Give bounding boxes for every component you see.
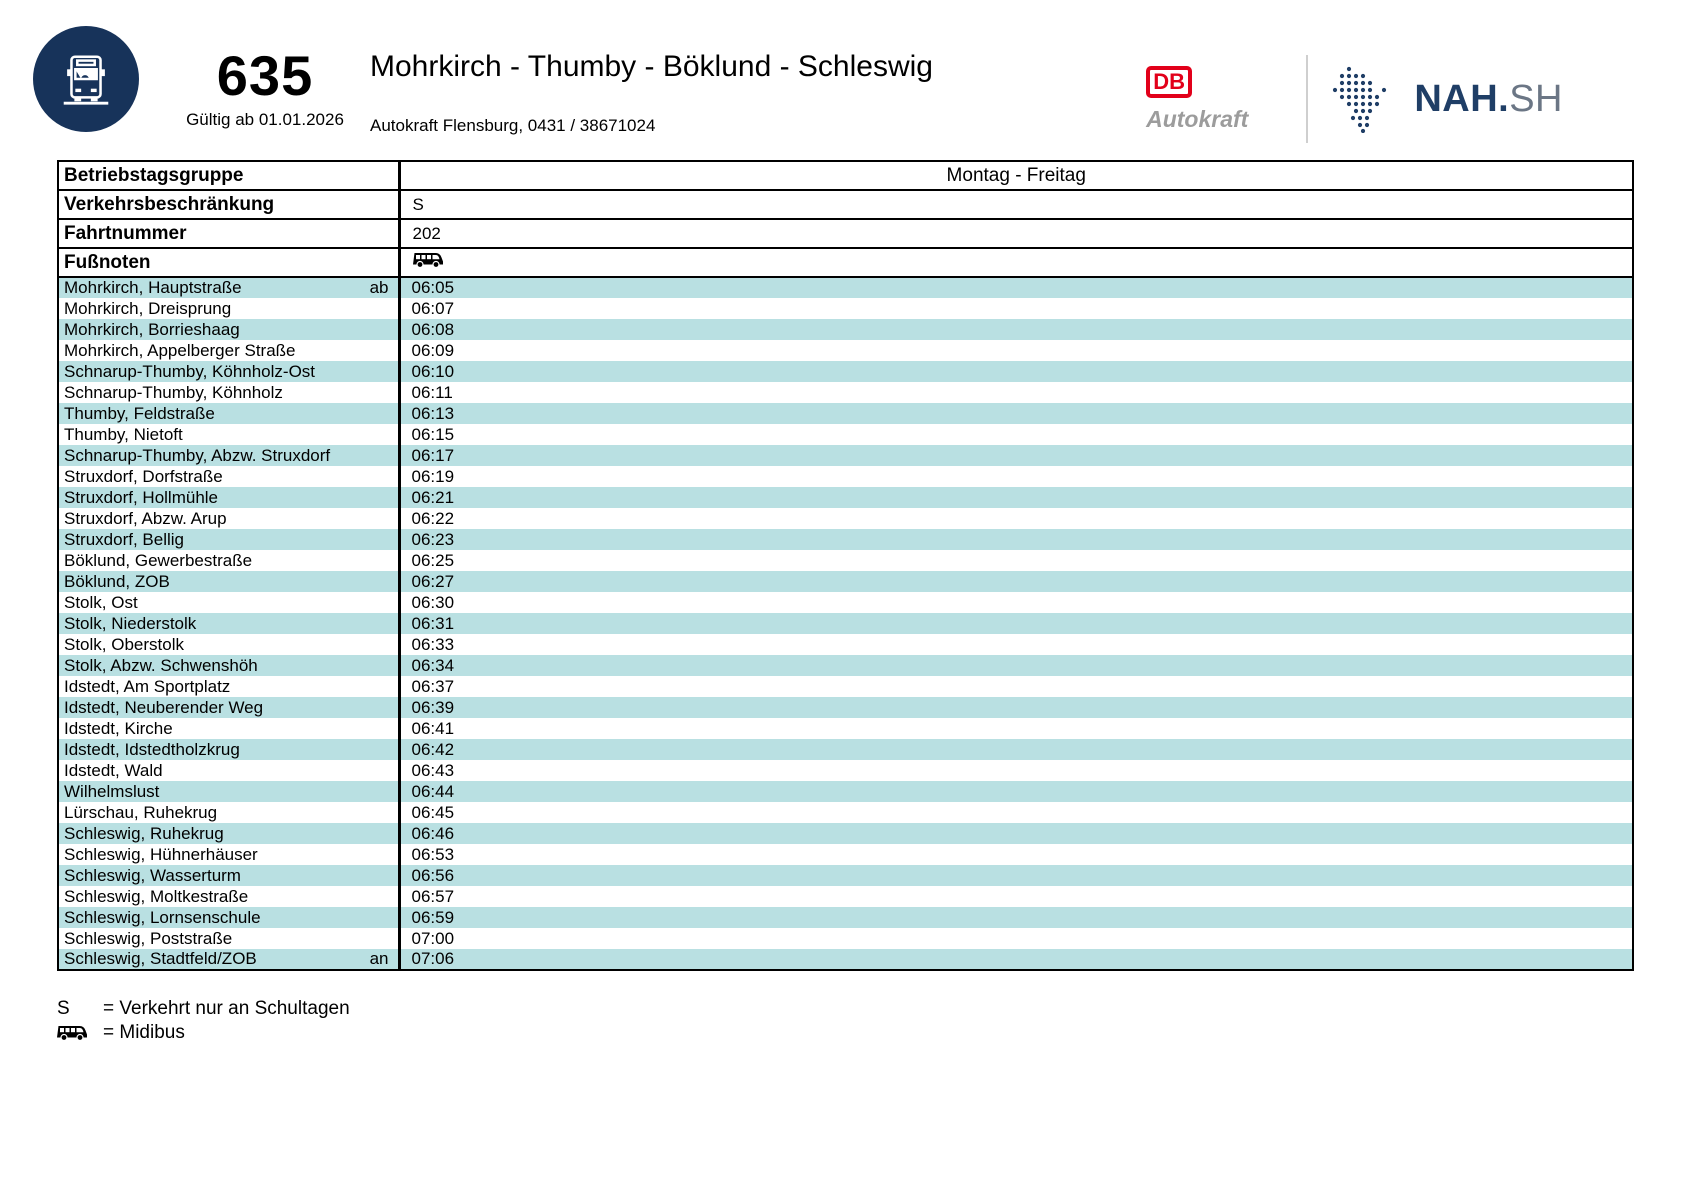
- stop-cell: [58, 382, 399, 403]
- stop-time: 07:00: [411, 928, 455, 948]
- stop-cell: [58, 424, 399, 445]
- stop-cell: [58, 928, 399, 949]
- stop-name: Idstedt, Am Sportplatz: [64, 676, 231, 696]
- legend-row: [57, 997, 1683, 1021]
- stop-row: [58, 403, 1633, 424]
- meta-value: S: [399, 190, 1633, 219]
- db-autokraft-logo: [1146, 66, 1248, 133]
- stop-cell: [58, 823, 399, 844]
- stop-name: Stolk, Abzw. Schwenshöh: [64, 655, 258, 675]
- stop-name: Schleswig, Ruhekrug: [64, 823, 224, 843]
- stop-row: [58, 340, 1633, 361]
- stop-time: 06:09: [411, 340, 455, 360]
- stop-row: [58, 298, 1633, 319]
- stop-name: Mohrkirch, Borrieshaag: [64, 319, 240, 339]
- stop-cell: [58, 298, 399, 319]
- stop-cell: [58, 634, 399, 655]
- meta-row: [58, 190, 1633, 219]
- stop-cell: [58, 760, 399, 781]
- stop-row: [58, 823, 1633, 844]
- stop-cell: [58, 655, 399, 676]
- stop-time: 06:31: [411, 613, 455, 633]
- midibus-icon: [413, 252, 444, 268]
- stop-time: 06:53: [411, 844, 455, 864]
- stop-name: Stolk, Ost: [64, 592, 138, 612]
- stop-row: [58, 592, 1633, 613]
- stop-cell: [58, 466, 399, 487]
- stop-name: Schleswig, Lornsenschule: [64, 907, 261, 927]
- stop-row: [58, 844, 1633, 865]
- stop-row: [58, 550, 1633, 571]
- timetable: [57, 160, 1634, 971]
- stop-cell: [58, 529, 399, 550]
- stop-time: 06:33: [411, 634, 455, 654]
- stop-name: Idstedt, Wald: [64, 760, 163, 780]
- legend-text: = Midibus: [103, 1022, 185, 1043]
- meta-value: 202: [399, 219, 1633, 248]
- stop-time: 06:07: [411, 298, 455, 318]
- stop-cell: [58, 697, 399, 718]
- stop-name: Schleswig, Stadtfeld/ZOB: [64, 949, 257, 968]
- meta-label: Betriebstagsgruppe: [58, 161, 399, 190]
- stop-row: [58, 760, 1633, 781]
- legend-symbol-text: S: [57, 998, 70, 1019]
- stop-row: [58, 445, 1633, 466]
- stop-name: Schleswig, Hühnerhäuser: [64, 844, 258, 864]
- stop-cell: [58, 865, 399, 886]
- stop-name: Stolk, Oberstolk: [64, 634, 184, 654]
- timetable-body: [58, 161, 1633, 970]
- stop-time: 06:19: [411, 466, 455, 486]
- stop-time: 06:22: [411, 508, 455, 528]
- stop-cell: [58, 340, 399, 361]
- stop-cell: [58, 802, 399, 823]
- stop-cell: [58, 592, 399, 613]
- meta-row: [58, 248, 1633, 277]
- stop-name: Lürschau, Ruhekrug: [64, 802, 218, 822]
- meta-label: Fahrtnummer: [58, 219, 399, 248]
- stop-name: Schleswig, Poststraße: [64, 928, 233, 948]
- stop-row: [58, 655, 1633, 676]
- operator-contact: Autokraft Flensburg, 0431 / 38671024: [370, 116, 656, 135]
- stop-row: [58, 571, 1633, 592]
- stop-name: Mohrkirch, Dreisprung: [64, 298, 232, 318]
- stop-row: [58, 466, 1633, 487]
- stop-name: Idstedt, Idstedtholzkrug: [64, 739, 240, 759]
- bus-line-logo: [33, 26, 139, 132]
- stop-row: [58, 802, 1633, 823]
- stop-cell: [58, 550, 399, 571]
- stop-row: [58, 487, 1633, 508]
- stop-name: Struxdorf, Abzw. Arup: [64, 508, 227, 528]
- stop-name: Böklund, ZOB: [64, 571, 170, 591]
- stop-name: Schnarup-Thumby, Abzw. Struxdorf: [64, 445, 331, 465]
- brand-block: [1146, 55, 1563, 143]
- stop-row: [58, 529, 1633, 550]
- stop-row: [58, 676, 1633, 697]
- stop-time: 06:08: [411, 319, 455, 339]
- stop-cell: [58, 949, 399, 970]
- stop-name: Schleswig, Moltkestraße: [64, 886, 249, 906]
- valid-from-date: Gültig ab 01.01.2026: [186, 110, 344, 129]
- meta-value: [399, 248, 1633, 277]
- stop-cell: [58, 487, 399, 508]
- stop-row: [58, 424, 1633, 445]
- stop-cell: [58, 676, 399, 697]
- stop-row: [58, 361, 1633, 382]
- bus-front-icon: [55, 48, 117, 110]
- stop-time: 06:05: [411, 278, 455, 297]
- stop-name: Mohrkirch, Appelberger Straße: [64, 340, 296, 360]
- stop-time: 06:45: [411, 802, 455, 822]
- stop-name: Böklund, Gewerbestraße: [64, 550, 253, 570]
- stop-row: [58, 886, 1633, 907]
- stop-cell: [58, 739, 399, 760]
- legend-symbol: [57, 1025, 103, 1041]
- stop-row: [58, 949, 1633, 970]
- stop-time: 06:30: [411, 592, 455, 612]
- nah-wordmark-light: SH: [1509, 77, 1563, 120]
- midibus-icon: [57, 1025, 88, 1041]
- stop-time: 06:46: [411, 823, 455, 843]
- schleswig-holstein-dots-icon: [1332, 65, 1394, 133]
- stop-row: [58, 718, 1633, 739]
- stop-cell: [58, 277, 399, 298]
- stop-cell: [58, 781, 399, 802]
- stop-time: 06:25: [411, 550, 455, 570]
- stop-row: [58, 277, 1633, 298]
- stop-name: Stolk, Niederstolk: [64, 613, 197, 633]
- line-block: [160, 44, 370, 130]
- stop-cell: [58, 445, 399, 466]
- meta-label: Verkehrsbeschränkung: [58, 190, 399, 219]
- stop-time: 06:17: [411, 445, 455, 465]
- legend-symbol: [57, 998, 103, 1020]
- stop-row: [58, 508, 1633, 529]
- stop-row: [58, 739, 1633, 760]
- stop-time: 06:42: [411, 739, 455, 759]
- stop-row: [58, 781, 1633, 802]
- stop-time: 06:56: [411, 865, 455, 885]
- stop-name: Schnarup-Thumby, Köhnholz-Ost: [64, 361, 316, 381]
- stop-name: Mohrkirch, Hauptstraße: [64, 278, 242, 297]
- logo-divider: [1306, 55, 1308, 143]
- stop-row: [58, 865, 1633, 886]
- stop-time: 06:41: [411, 718, 455, 738]
- stop-time: 06:37: [411, 676, 455, 696]
- stop-name: Idstedt, Neuberender Weg: [64, 697, 264, 717]
- stop-row: [58, 319, 1633, 340]
- stop-cell: [58, 886, 399, 907]
- stop-name: Thumby, Nietoft: [64, 424, 183, 444]
- stop-name: Idstedt, Kirche: [64, 718, 173, 738]
- stop-cell: [58, 361, 399, 382]
- meta-row: [58, 161, 1633, 190]
- stop-time: 06:23: [411, 529, 455, 549]
- legend-row: [57, 1021, 1683, 1045]
- nah-sh-logo: [1332, 65, 1563, 133]
- footnote-legend: [57, 997, 1683, 1045]
- stop-cell: [58, 718, 399, 739]
- stop-name: Struxdorf, Dorfstraße: [64, 466, 223, 486]
- stop-row: [58, 634, 1633, 655]
- stop-name: Struxdorf, Bellig: [64, 529, 184, 549]
- stop-name: Thumby, Feldstraße: [64, 403, 215, 423]
- stop-name: Schleswig, Wasserturm: [64, 865, 241, 885]
- title-block: [370, 50, 933, 136]
- stop-time: 06:57: [411, 886, 455, 906]
- stop-time: 06:39: [411, 697, 455, 717]
- stop-time: 06:27: [411, 571, 455, 591]
- stop-row: [58, 697, 1633, 718]
- stop-cell: [58, 844, 399, 865]
- stop-cell: [58, 508, 399, 529]
- stop-cell: [58, 319, 399, 340]
- stop-cell: [58, 571, 399, 592]
- stop-time: 06:10: [411, 361, 455, 381]
- stop-name: Schnarup-Thumby, Köhnholz: [64, 382, 283, 402]
- stop-time: 06:34: [411, 655, 455, 675]
- stop-time: 06:11: [411, 382, 453, 402]
- stop-row: [58, 613, 1633, 634]
- stop-time: 06:43: [411, 760, 455, 780]
- meta-row: [58, 219, 1633, 248]
- stop-time: 06:44: [411, 781, 455, 801]
- meta-label: Fußnoten: [58, 248, 399, 277]
- nah-wordmark-bold: NAH.: [1414, 77, 1510, 120]
- stop-cell: [58, 907, 399, 928]
- departure-arrival-tag: ab: [369, 278, 389, 297]
- nah-sh-wordmark: [1414, 78, 1563, 121]
- stop-name: Wilhelmslust: [64, 781, 160, 801]
- meta-value: Montag - Freitag: [399, 161, 1633, 190]
- stop-time: 07:06: [411, 949, 455, 968]
- stop-row: [58, 382, 1633, 403]
- route-title: Mohrkirch - Thumby - Böklund - Schleswig: [370, 50, 933, 83]
- stop-name: Struxdorf, Hollmühle: [64, 487, 219, 507]
- autokraft-wordmark: Autokraft: [1146, 105, 1249, 132]
- stop-row: [58, 928, 1633, 949]
- stop-time: 06:21: [411, 487, 455, 507]
- stop-cell: [58, 403, 399, 424]
- line-number: 635: [216, 44, 314, 107]
- stop-row: [58, 907, 1633, 928]
- legend-text: = Verkehrt nur an Schultagen: [103, 998, 350, 1019]
- stop-time: 06:59: [411, 907, 455, 927]
- db-logo: DB: [1146, 66, 1192, 98]
- stop-cell: [58, 613, 399, 634]
- stop-time: 06:15: [411, 424, 455, 444]
- stop-time: 06:13: [411, 403, 455, 423]
- departure-arrival-tag: an: [369, 949, 389, 968]
- page-header: [0, 0, 1683, 160]
